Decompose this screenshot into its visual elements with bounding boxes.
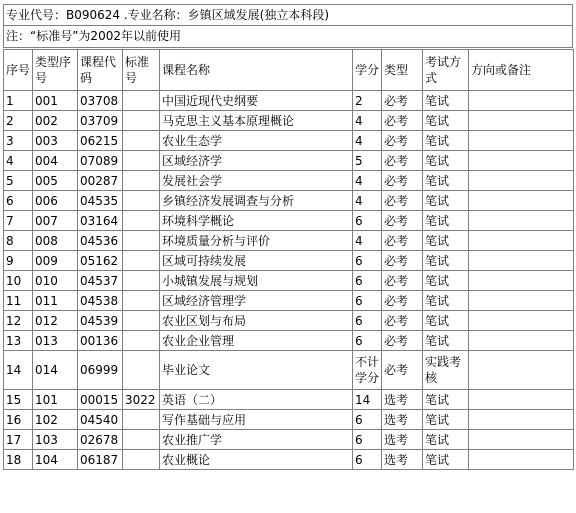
course-code-cell: 05162 [78, 251, 123, 271]
std-no-cell [123, 171, 160, 191]
col-note-header: 方向或备注 [469, 50, 574, 91]
table-row [4, 151, 574, 171]
course-code-cell: 07089 [78, 151, 123, 171]
note-cell [469, 331, 574, 351]
note-cell [469, 131, 574, 151]
exam-cell: 笔试 [423, 231, 469, 251]
seq-cell: 15 [4, 390, 33, 410]
col-type-header: 类型 [382, 50, 423, 91]
table-row [4, 311, 574, 331]
type-cell: 必考 [382, 131, 423, 151]
table-row [4, 430, 574, 450]
col-code-header: 课程代码 [78, 50, 123, 91]
col-type-no-header: 类型序号 [33, 50, 78, 91]
type-cell: 必考 [382, 311, 423, 331]
std-no-cell [123, 430, 160, 450]
type-cell: 必考 [382, 291, 423, 311]
course-code-cell: 04540 [78, 410, 123, 430]
course-code-cell: 03164 [78, 211, 123, 231]
table-row [4, 211, 574, 231]
seq-cell: 10 [4, 271, 33, 291]
note-cell [469, 191, 574, 211]
course-code-cell: 06187 [78, 450, 123, 470]
note-line: 注：“标准号”为2002年以前使用 [3, 26, 573, 48]
exam-cell: 笔试 [423, 430, 469, 450]
credit-cell: 4 [353, 131, 382, 151]
type-no-cell: 013 [33, 331, 78, 351]
seq-cell: 9 [4, 251, 33, 271]
exam-cell: 笔试 [423, 171, 469, 191]
std-no-cell [123, 271, 160, 291]
credit-cell: 不计学分 [353, 351, 382, 390]
exam-cell: 笔试 [423, 390, 469, 410]
seq-cell: 12 [4, 311, 33, 331]
note-cell [469, 351, 574, 390]
exam-cell: 笔试 [423, 311, 469, 331]
seq-cell: 2 [4, 111, 33, 131]
table-header-row [4, 50, 574, 91]
type-no-cell: 004 [33, 151, 78, 171]
type-no-cell: 104 [33, 450, 78, 470]
type-no-cell: 012 [33, 311, 78, 331]
credit-cell: 4 [353, 231, 382, 251]
note-cell [469, 231, 574, 251]
note-cell [469, 410, 574, 430]
std-no-cell [123, 231, 160, 251]
major-info-line: 专业代号：B090624 .专业名称：乡镇区域发展(独立本科段) [3, 4, 573, 26]
course-name-cell: 农业生态学 [160, 131, 353, 151]
table-row [4, 191, 574, 211]
credit-cell: 6 [353, 311, 382, 331]
course-name-cell: 写作基础与应用 [160, 410, 353, 430]
std-no-cell [123, 151, 160, 171]
course-name-cell: 小城镇发展与规划 [160, 271, 353, 291]
seq-cell: 14 [4, 351, 33, 390]
exam-cell: 笔试 [423, 291, 469, 311]
course-name-cell: 环境科学概论 [160, 211, 353, 231]
table-row [4, 410, 574, 430]
course-code-cell: 00015 [78, 390, 123, 410]
std-no-cell [123, 191, 160, 211]
exam-cell: 笔试 [423, 151, 469, 171]
type-cell: 必考 [382, 211, 423, 231]
std-no-cell [123, 131, 160, 151]
std-no-cell [123, 291, 160, 311]
course-name-cell: 马克思主义基本原理概论 [160, 111, 353, 131]
std-no-cell [123, 351, 160, 390]
table-row [4, 131, 574, 151]
table-row [4, 251, 574, 271]
seq-cell: 17 [4, 430, 33, 450]
course-name-cell: 区域经济管理学 [160, 291, 353, 311]
course-plan-document [3, 4, 573, 470]
course-table [3, 49, 574, 470]
col-credit-header: 学分 [353, 50, 382, 91]
table-row [4, 291, 574, 311]
seq-cell: 13 [4, 331, 33, 351]
exam-cell: 笔试 [423, 91, 469, 111]
type-no-cell: 102 [33, 410, 78, 430]
course-code-cell: 06215 [78, 131, 123, 151]
table-row [4, 450, 574, 470]
type-no-cell: 001 [33, 91, 78, 111]
course-code-cell: 03708 [78, 91, 123, 111]
table-row [4, 390, 574, 410]
std-no-cell [123, 251, 160, 271]
seq-cell: 11 [4, 291, 33, 311]
col-exam-header: 考试方式 [423, 50, 469, 91]
note-cell [469, 111, 574, 131]
seq-cell: 6 [4, 191, 33, 211]
type-cell: 必考 [382, 331, 423, 351]
credit-cell: 6 [353, 251, 382, 271]
table-body [4, 91, 574, 470]
course-name-cell: 毕业论文 [160, 351, 353, 390]
type-cell: 必考 [382, 111, 423, 131]
type-cell: 必考 [382, 191, 423, 211]
std-no-cell [123, 450, 160, 470]
credit-cell: 6 [353, 271, 382, 291]
type-no-cell: 101 [33, 390, 78, 410]
type-no-cell: 005 [33, 171, 78, 191]
table-row [4, 351, 574, 390]
type-cell: 选考 [382, 430, 423, 450]
course-code-cell: 06999 [78, 351, 123, 390]
table-row [4, 171, 574, 191]
credit-cell: 6 [353, 291, 382, 311]
course-code-cell: 00287 [78, 171, 123, 191]
course-name-cell: 区域经济学 [160, 151, 353, 171]
credit-cell: 4 [353, 191, 382, 211]
course-name-cell: 乡镇经济发展调查与分析 [160, 191, 353, 211]
course-name-cell: 环境质量分析与评价 [160, 231, 353, 251]
table-row [4, 111, 574, 131]
seq-cell: 7 [4, 211, 33, 231]
course-code-cell: 04537 [78, 271, 123, 291]
type-cell: 必考 [382, 351, 423, 390]
type-cell: 必考 [382, 231, 423, 251]
std-no-cell [123, 211, 160, 231]
type-cell: 选考 [382, 410, 423, 430]
std-no-cell [123, 111, 160, 131]
course-code-cell: 03709 [78, 111, 123, 131]
table-row [4, 91, 574, 111]
std-no-cell [123, 331, 160, 351]
exam-cell: 笔试 [423, 410, 469, 430]
course-name-cell: 农业企业管理 [160, 331, 353, 351]
note-cell [469, 271, 574, 291]
seq-cell: 1 [4, 91, 33, 111]
note-cell [469, 291, 574, 311]
type-cell: 必考 [382, 271, 423, 291]
credit-cell: 6 [353, 450, 382, 470]
note-cell [469, 390, 574, 410]
exam-cell: 笔试 [423, 111, 469, 131]
type-no-cell: 009 [33, 251, 78, 271]
credit-cell: 6 [353, 331, 382, 351]
exam-cell: 实践考核 [423, 351, 469, 390]
type-cell: 必考 [382, 171, 423, 191]
seq-cell: 4 [4, 151, 33, 171]
course-name-cell: 区域可持续发展 [160, 251, 353, 271]
course-code-cell: 04538 [78, 291, 123, 311]
note-cell [469, 171, 574, 191]
type-no-cell: 007 [33, 211, 78, 231]
course-code-cell: 02678 [78, 430, 123, 450]
std-no-cell [123, 311, 160, 331]
note-cell [469, 311, 574, 331]
type-no-cell: 014 [33, 351, 78, 390]
seq-cell: 18 [4, 450, 33, 470]
course-code-cell: 04536 [78, 231, 123, 251]
type-cell: 必考 [382, 151, 423, 171]
exam-cell: 笔试 [423, 131, 469, 151]
credit-cell: 6 [353, 211, 382, 231]
note-cell [469, 450, 574, 470]
type-no-cell: 006 [33, 191, 78, 211]
type-no-cell: 003 [33, 131, 78, 151]
course-code-cell: 00136 [78, 331, 123, 351]
seq-cell: 5 [4, 171, 33, 191]
note-cell [469, 151, 574, 171]
seq-cell: 3 [4, 131, 33, 151]
exam-cell: 笔试 [423, 271, 469, 291]
exam-cell: 笔试 [423, 211, 469, 231]
type-cell: 选考 [382, 450, 423, 470]
credit-cell: 14 [353, 390, 382, 410]
type-no-cell: 002 [33, 111, 78, 131]
note-cell [469, 91, 574, 111]
type-no-cell: 011 [33, 291, 78, 311]
type-cell: 选考 [382, 390, 423, 410]
note-cell [469, 211, 574, 231]
course-name-cell: 英语（二） [160, 390, 353, 410]
type-no-cell: 008 [33, 231, 78, 251]
course-code-cell: 04535 [78, 191, 123, 211]
exam-cell: 笔试 [423, 450, 469, 470]
exam-cell: 笔试 [423, 331, 469, 351]
credit-cell: 6 [353, 430, 382, 450]
credit-cell: 5 [353, 151, 382, 171]
note-cell [469, 430, 574, 450]
credit-cell: 2 [353, 91, 382, 111]
seq-cell: 16 [4, 410, 33, 430]
type-cell: 必考 [382, 91, 423, 111]
credit-cell: 4 [353, 171, 382, 191]
table-row [4, 331, 574, 351]
course-code-cell: 04539 [78, 311, 123, 331]
type-no-cell: 103 [33, 430, 78, 450]
table-row [4, 231, 574, 251]
course-name-cell: 发展社会学 [160, 171, 353, 191]
table-row [4, 271, 574, 291]
type-cell: 必考 [382, 251, 423, 271]
credit-cell: 6 [353, 410, 382, 430]
col-std-header: 标准号 [123, 50, 160, 91]
exam-cell: 笔试 [423, 191, 469, 211]
course-name-cell: 农业概论 [160, 450, 353, 470]
seq-cell: 8 [4, 231, 33, 251]
exam-cell: 笔试 [423, 251, 469, 271]
std-no-cell [123, 91, 160, 111]
std-no-cell [123, 410, 160, 430]
col-seq-header: 序号 [4, 50, 33, 91]
course-name-cell: 农业推广学 [160, 430, 353, 450]
course-name-cell: 中国近现代史纲要 [160, 91, 353, 111]
type-no-cell: 010 [33, 271, 78, 291]
credit-cell: 4 [353, 111, 382, 131]
std-no-cell: 3022 [123, 390, 160, 410]
note-cell [469, 251, 574, 271]
col-name-header: 课程名称 [160, 50, 353, 91]
course-name-cell: 农业区划与布局 [160, 311, 353, 331]
